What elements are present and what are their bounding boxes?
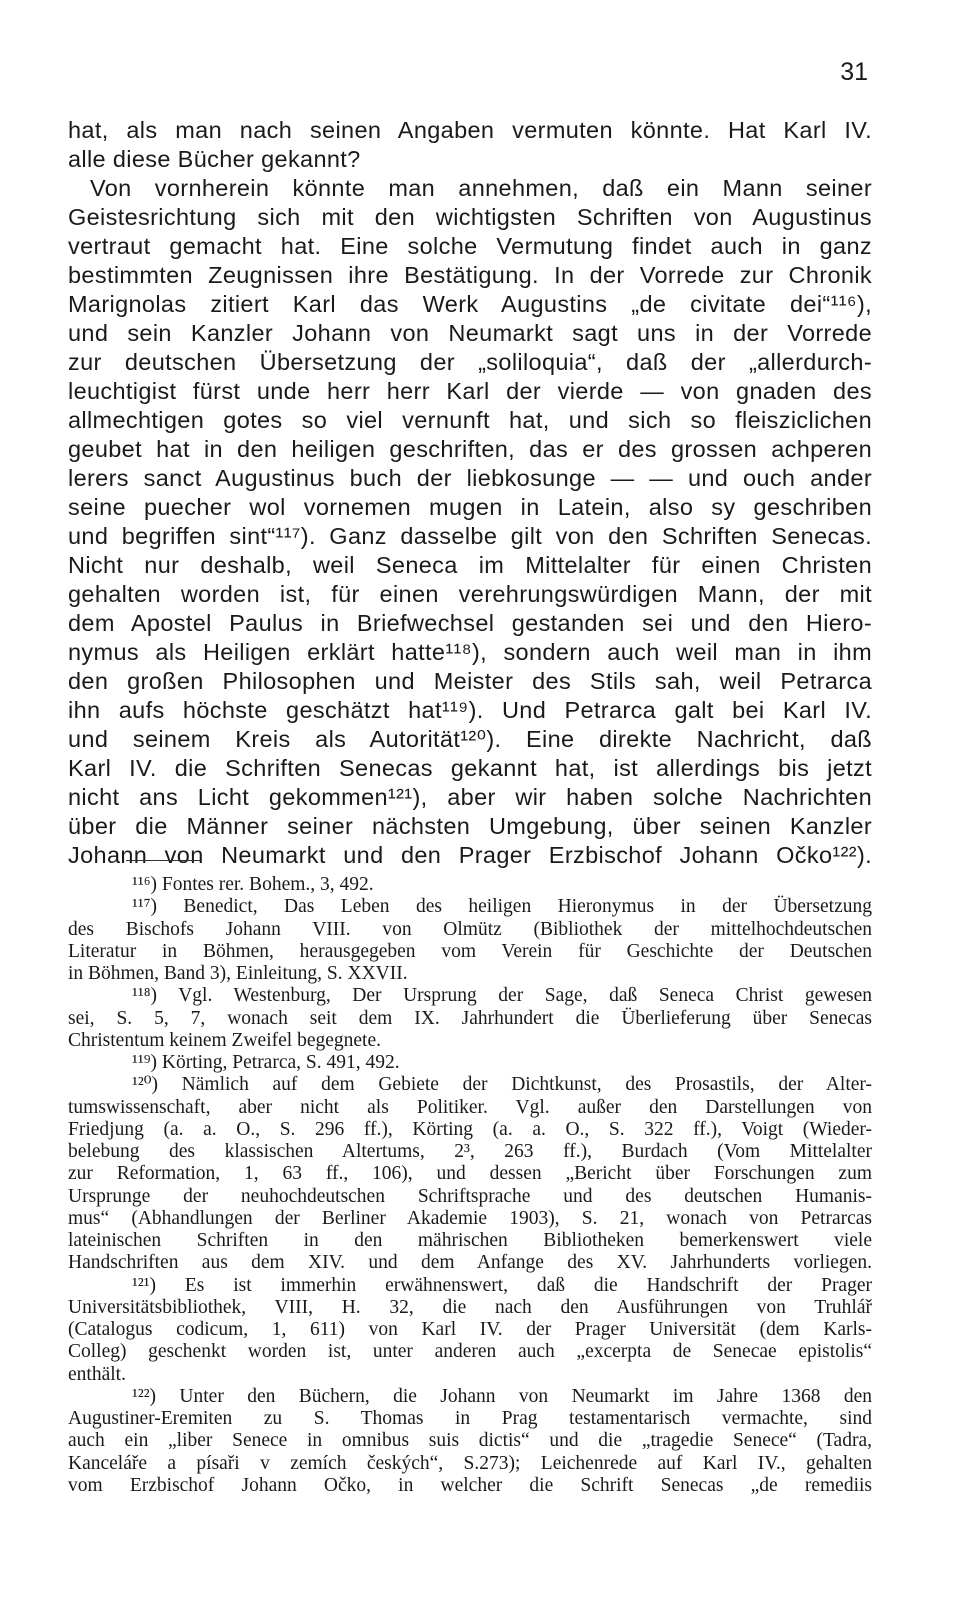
- footnote-line: belebung des klassischen Altertums, 2³, 263 ff.), Burdach (Vom Mittelalter: [68, 1141, 872, 1162]
- footnote-line: ¹¹⁷) Benedict, Das Leben des heiligen Hieronymus in der Übersetzung: [132, 896, 872, 918]
- text-line: und seinem Kreis als Autorität¹²⁰). Eine direkte Nachricht, daß: [68, 726, 872, 752]
- footnote-line: zur Reformation, 1, 63 ff., 106), und dessen „Bericht über Forschungen zum: [68, 1163, 872, 1185]
- footnote-line: enthält.: [68, 1363, 126, 1385]
- text-line: und sein Kanzler Johann von Neumarkt sagt uns in der Vorrede: [68, 320, 872, 346]
- text-line: hat, als man nach seinen Angaben vermuten könnte. Hat Karl IV.: [68, 117, 872, 143]
- footnote-line: Literatur in Böhmen, herausgegeben vom Verein für Geschichte der Deutschen: [68, 940, 872, 962]
- footnote-line: (Catalogus codicum, 1, 611) von Karl IV. der Prager Universität (dem Karls-: [68, 1319, 872, 1340]
- footnote-line: ¹²¹) Es ist immerhin erwähnenswert, daß die Handschrift der Prager: [132, 1274, 872, 1296]
- text-line: nymus als Heiligen erklärt hatte¹¹⁸), sondern auch weil man in ihm: [68, 639, 872, 665]
- text-line: gehalten worden ist, für einen verehrungswürdigen Mann, der mit: [68, 581, 872, 607]
- text-line: Von vornherein könnte man annehmen, daß ein Mann seiner: [90, 175, 872, 201]
- text-line: zur deutschen Übersetzung der „soliloquia“, daß der „allerdurch-: [68, 349, 872, 375]
- footnote-line: lateinischen Schriften in den mährischen Bibliotheken bemerkenswert viele: [68, 1230, 872, 1251]
- footnote-line: Christentum keinem Zweifel begegnete.: [68, 1029, 381, 1051]
- text-line: Karl IV. die Schriften Senecas gekannt hat, ist allerdings bis jetzt: [68, 755, 872, 781]
- text-line: geubet hat in den heiligen geschriften, das er des grossen achperen: [68, 436, 872, 462]
- footnote-line: Friedjung (a. a. O., S. 296 ff.), Körting (a. a. O., S. 322 ff.), Voigt (Wieder-: [68, 1118, 872, 1140]
- footnote-line: ¹¹⁹) Körting, Petrarca, S. 491, 492.: [132, 1052, 400, 1073]
- footnote-line: in Böhmen, Band 3), Einleitung, S. XXVII.: [68, 963, 408, 984]
- text-line: Marignolas zitiert Karl das Werk Augustins „de civitate dei“¹¹⁶),: [68, 291, 872, 317]
- footnote-line: ¹²²) Unter den Büchern, die Johann von Neumarkt im Jahre 1368 den: [132, 1385, 872, 1407]
- footnote-line: Handschriften aus dem XIV. und dem Anfange des XV. Jahrhunderts vorliegen.: [68, 1252, 872, 1274]
- footnote-line: auch ein „liber Senece in omnibus suis dictis“ und die „tragedie Senece“ (Tadra,: [68, 1430, 872, 1452]
- main-text: [68, 116, 872, 870]
- text-line: Nicht nur deshalb, weil Seneca im Mittelalter für einen Christen: [68, 552, 872, 578]
- footnote-line: Universitätsbibliothek, VIII, H. 32, die nach den Ausführungen von Truhlář: [68, 1296, 872, 1318]
- text-line: vertraut gemacht hat. Eine solche Vermutung findet auch in ganz: [68, 233, 872, 259]
- text-line: ihn aufs höchste geschätzt hat¹¹⁹). Und Petrarca galt bei Karl IV.: [68, 697, 872, 723]
- page-number: 31: [840, 58, 868, 86]
- footnote-line: ¹¹⁸) Vgl. Westenburg, Der Ursprung der Sage, daß Seneca Christ gewesen: [132, 985, 872, 1007]
- footnote-line: Kanceláře a písaři v zemích českých“, S.273); Leichenrede auf Karl IV., gehalten: [68, 1452, 872, 1474]
- text-line: leuchtigist fürst unde herr herr Karl der vierde — von gnaden des: [68, 378, 872, 404]
- text-line: bestimmten Zeugnissen ihre Bestätigung. In der Vorrede zur Chronik: [68, 262, 872, 288]
- footnotes: [68, 874, 872, 1497]
- text-line: Geistesrichtung sich mit den wichtigsten Schriften von Augustinus: [68, 204, 872, 230]
- footnote-line: ¹¹⁶) Fontes rer. Bohem., 3, 492.: [132, 874, 374, 895]
- text-line: dem Apostel Paulus in Briefwechsel gestanden sei und den Hiero-: [68, 610, 872, 636]
- text-line: lerers sanct Augustinus buch der liebkosunge — — und ouch ander: [68, 465, 872, 491]
- text-line: Johann von Neumarkt und den Prager Erzbischof Johann Očko¹²²).: [68, 842, 872, 868]
- text-line: seine puecher wol vornemen mugen in Latein, also sy geschriben: [68, 494, 872, 520]
- text-line: allmechtigen gotes so viel vernunft hat, und sich so fleisziclichen: [68, 407, 872, 433]
- footnote-line: sei, S. 5, 7, wonach seit dem IX. Jahrhundert die Überlieferung über Senecas: [68, 1007, 872, 1029]
- footnote-line: mus“ (Abhandlungen der Berliner Akademie 1903), S. 21, wonach von Petrarcas: [68, 1207, 872, 1229]
- footnote-separator: [126, 860, 200, 861]
- footnote-line: Ursprunge der neuhochdeutschen Schriftsprache und des deutschen Humanis-: [68, 1185, 872, 1207]
- text-line: nicht ans Licht gekommen¹²¹), aber wir haben solche Nachrichten: [68, 784, 872, 810]
- footnote-line: vom Erzbischof Johann Očko, in welcher die Schrift Senecas „de remediis: [68, 1474, 872, 1496]
- footnote-line: Colleg) geschenkt worden ist, unter anderen auch „excerpta de Senecae epistolis“: [68, 1341, 872, 1363]
- footnote-line: des Bischofs Johann VIII. von Olmütz (Bibliothek der mittelhochdeutschen: [68, 918, 872, 940]
- text-line: und begriffen sint“¹¹⁷). Ganz dasselbe gilt von den Schriften Senecas.: [68, 523, 872, 549]
- footnote-line: tumswissenschaft, aber nicht als Politiker. Vgl. außer den Darstellungen von: [68, 1096, 872, 1118]
- footnote-line: Augustiner-Eremiten zu S. Thomas in Prag testamentarisch vermachte, sind: [68, 1408, 872, 1429]
- text-line: über die Männer seiner nächsten Umgebung, über seinen Kanzler: [68, 813, 872, 839]
- text-line: den großen Philosophen und Meister des Stils sah, weil Petrarca: [68, 668, 872, 694]
- text-line: alle diese Bücher gekannt?: [68, 146, 361, 172]
- footnote-line: ¹²⁰) Nämlich auf dem Gebiete der Dichtkunst, des Prosastils, der Alter-: [132, 1074, 872, 1096]
